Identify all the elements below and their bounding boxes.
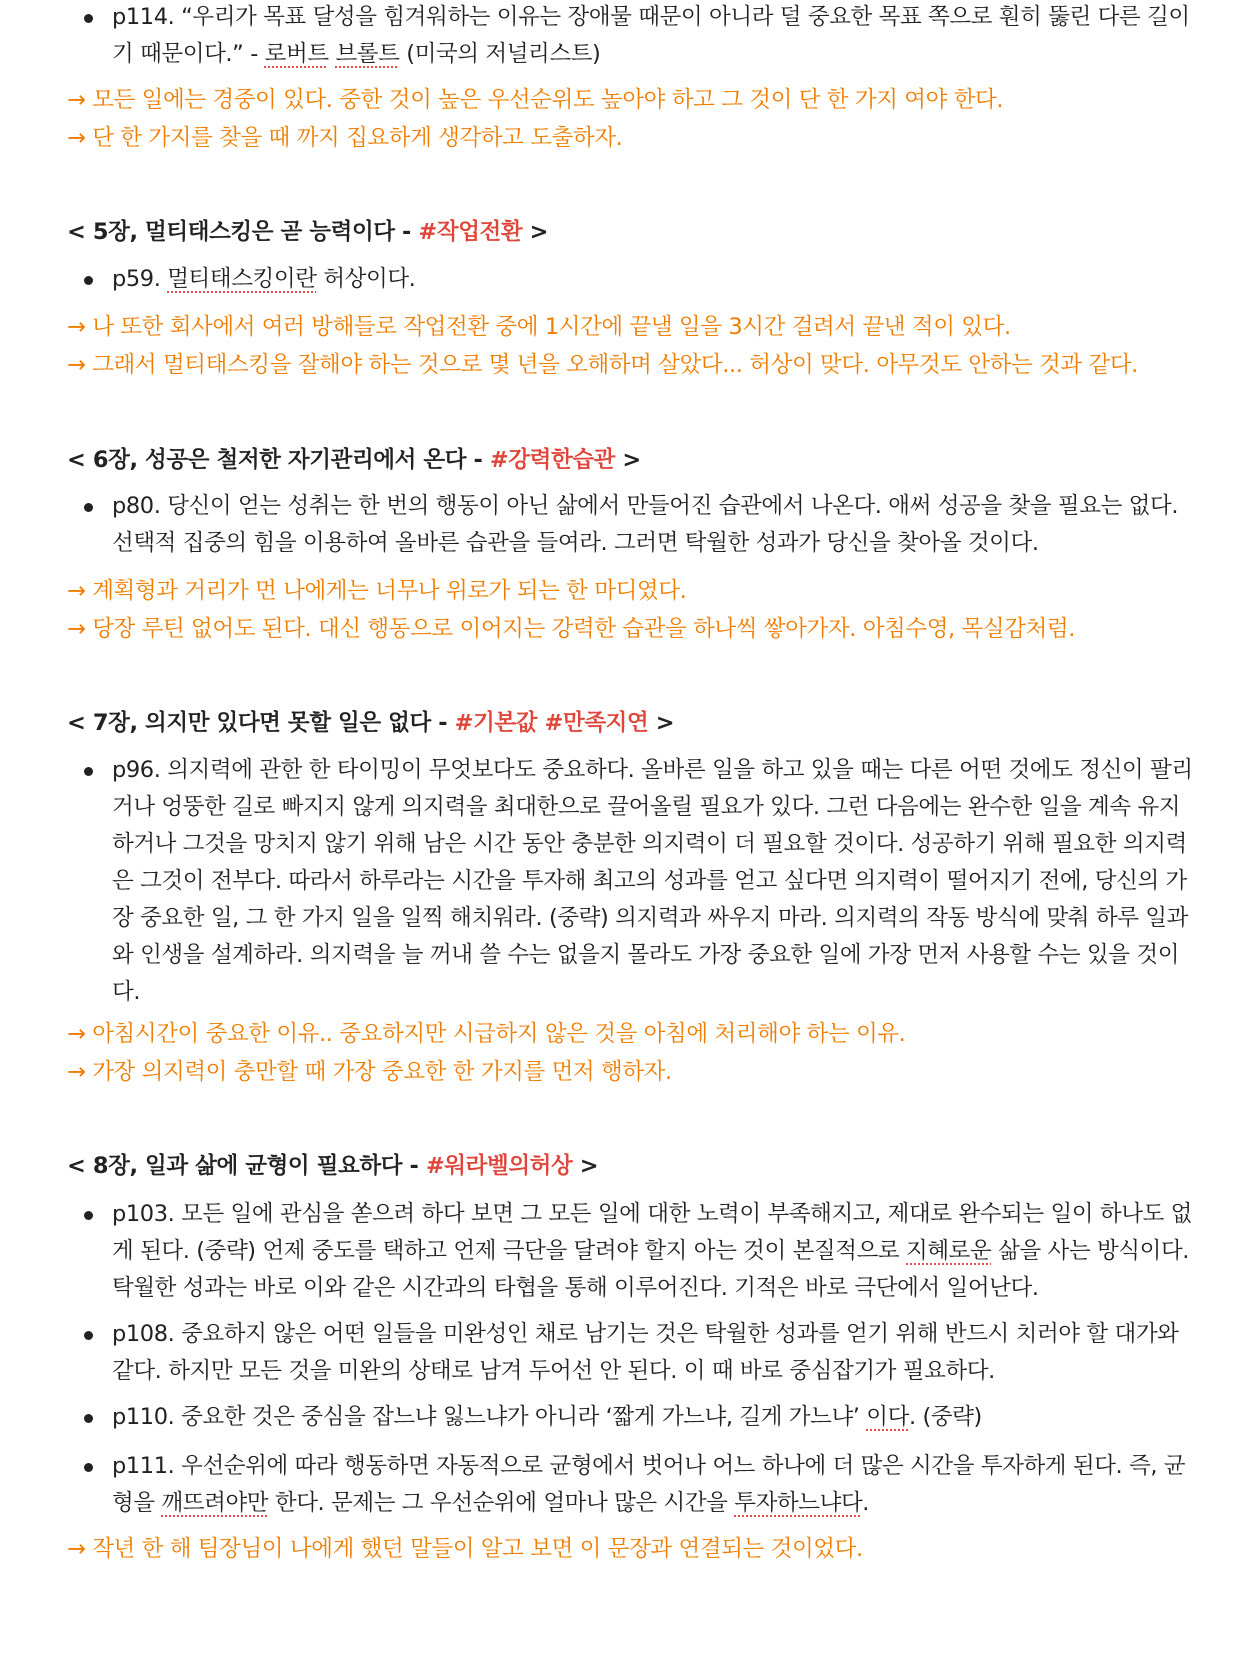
list-item: p96. 의지력에 관한 한 타이밍이 무엇보다도 중요하다. 올바른 일을 하고 있을 때는 다른 어떤 것에도 정신이 팔리거나 엉뚱한 길로 빠지지 않게 의지력을 최대한으로 끌어올릴 필요가 있다. 그런 다음에는 완수한 일을 계속 유지하거나 그것을 망치지 않기 위해 남은 시간 동안 충분한 의지력이 더 필요할 것이다. 성공하기 위해 필요한 의지력은 그것이 전부다. 따라서 하루라는 시간을 투자해 최고의 성과를 얻고 싶다면 의지력이 떨어지기 전에, 당신의 가장 중요한 일, 그 한 가지 일을 일찍 해치워라. (중략) 의지력과 싸우지 마라. 의지력의 작동 방식에 맞춰 하루 일과와 인생을 설계하라. 의지력을 늘 꺼내 쓸 수는 없을지 몰라도 가장 중요한 일에 가장 먼저 사용할 수는 있을 것이다. <box>0 752 1233 1011</box>
spellcheck-word: 투자하느냐다 <box>734 1490 863 1516</box>
list-item: p111. 우선순위에 따라 행동하면 자동적으로 균형에서 벗어나 어느 하나에 더 많은 시간을 투자하게 된다. 즉, 균형을 깨뜨려야만 한다. 문제는 그 우선순위에 얼마나 많은 시간을 투자하느냐다. <box>0 1448 1233 1522</box>
spellcheck-word: 깨뜨려야만 <box>161 1490 269 1516</box>
note-group <box>0 81 1233 157</box>
note-group <box>0 308 1233 384</box>
spellcheck-word: 멀티태스킹이란 <box>167 266 317 292</box>
note-line: → 단 한 가지를 찾을 때 까지 집요하게 생각하고 도출하자. <box>67 125 623 151</box>
quote-p80 <box>0 488 1233 562</box>
spellcheck-word: 로버트 <box>264 41 329 67</box>
hashtag: #작업전환 <box>418 219 523 245</box>
list-item: p110. 중요한 것은 중심을 잡느냐 잃느냐가 아니라 ‘짧게 가느냐, 길게 가느냐’ 이다. (중략) <box>0 1399 1233 1436</box>
list-item: p103. 모든 일에 관심을 쏟으려 하다 보면 그 모든 일에 대한 노력이 부족해지고, 제대로 완수되는 일이 하나도 없게 된다. (중략) 언제 중도를 택하고 언제 극단을 달려야 할지 아는 것이 본질적으로 지혜로운 삶을 사는 방식이다. 탁월한 성과는 바로 이와 같은 시간과의 타협을 통해 이루어진다. 기적은 바로 극단에서 일어난다. <box>0 1196 1233 1307</box>
chapter-heading-6: < 6장, 성공은 철저한 자기관리에서 온다 - #강력한습관 > <box>67 447 641 473</box>
hashtag: #강력한습관 <box>489 447 615 473</box>
quote-p111 <box>0 1448 1233 1522</box>
note-group <box>0 1530 1233 1568</box>
hashtag: #워라벨의허상 <box>425 1153 573 1179</box>
hashtag: #만족지연 <box>544 710 649 736</box>
note-line: → 작년 한 해 팀장님이 나에게 했던 말들이 알고 보면 이 문장과 연결되는 것이었다. <box>67 1536 863 1562</box>
quote-p96 <box>0 752 1233 1011</box>
hashtag: #기본값 <box>454 710 538 736</box>
list-item: p59. 멀티태스킹이란 허상이다. <box>0 261 1233 298</box>
quote-p110 <box>0 1399 1233 1436</box>
chapter-heading-5: < 5장, 멀티태스킹은 곧 능력이다 - #작업전환 > <box>67 219 549 245</box>
list-item: p108. 중요하지 않은 어떤 일들을 미완성인 채로 남기는 것은 탁월한 성과를 얻기 위해 반드시 치러야 할 대가와 같다. 하지만 모든 것을 미완의 상태로 남겨 두어선 안 된다. 이 때 바로 중심잡기가 필요하다. <box>0 1316 1233 1390</box>
note-group <box>0 572 1233 648</box>
list-item: p114. “우리가 목표 달성을 힘겨워하는 이유는 장애물 때문이 아니라 덜 중요한 목표 쪽으로 훤히 뚫린 다른 길이기 때문이다.” - 로버트 브롤트 (미국의 저널리스트) <box>0 0 1233 73</box>
note-line: → 모든 일에는 경중이 있다. 중한 것이 높은 우선순위도 높아야 하고 그 것이 단 한 가지 여야 한다. <box>67 87 1004 113</box>
note-line: → 계획형과 거리가 먼 나에게는 너무나 위로가 되는 한 마디였다. <box>67 578 687 604</box>
chapter-heading-7: < 7장, 의지만 있다면 못할 일은 없다 - #기본값 #만족지연 > <box>67 710 675 736</box>
spellcheck-word: 지혜로운 <box>906 1238 992 1264</box>
note-line: → 가장 의지력이 충만할 때 가장 중요한 한 가지를 먼저 행하자. <box>67 1059 672 1085</box>
note-line: → 당장 루틴 없어도 된다. 대신 행동으로 이어지는 강력한 습관을 하나씩 쌓아가자. 아침수영, 목실감처럼. <box>67 616 1075 642</box>
note-line: → 그래서 멀티태스킹을 잘해야 하는 것으로 몇 년을 오해하며 살았다... 허상이 맞다. 아무것도 안하는 것과 같다. <box>67 352 1138 378</box>
spellcheck-word: 브롤트 <box>335 41 400 67</box>
quote-p59 <box>0 261 1233 298</box>
note-line: → 아침시간이 중요한 이유.. 중요하지만 시급하지 않은 것을 아침에 처리해야 하는 이유. <box>67 1021 906 1047</box>
quote-p114 <box>0 0 1233 73</box>
spellcheck-word: 이다 <box>866 1404 909 1430</box>
quote-p108 <box>0 1316 1233 1390</box>
quote-p103 <box>0 1196 1233 1307</box>
list-item: p80. 당신이 얻는 성취는 한 번의 행동이 아닌 삶에서 만들어진 습관에서 나온다. 애써 성공을 찾을 필요는 없다. 선택적 집중의 힘을 이용하여 올바른 습관을 들여라. 그러면 탁월한 성과가 당신을 찾아올 것이다. <box>0 488 1233 562</box>
note-group <box>0 1015 1233 1091</box>
note-line: → 나 또한 회사에서 여러 방해들로 작업전환 중에 1시간에 끝낼 일을 3시간 걸려서 끝낸 적이 있다. <box>67 314 1011 340</box>
chapter-heading-8: < 8장, 일과 삶에 균형이 필요하다 - #워라벨의허상 > <box>67 1153 599 1179</box>
